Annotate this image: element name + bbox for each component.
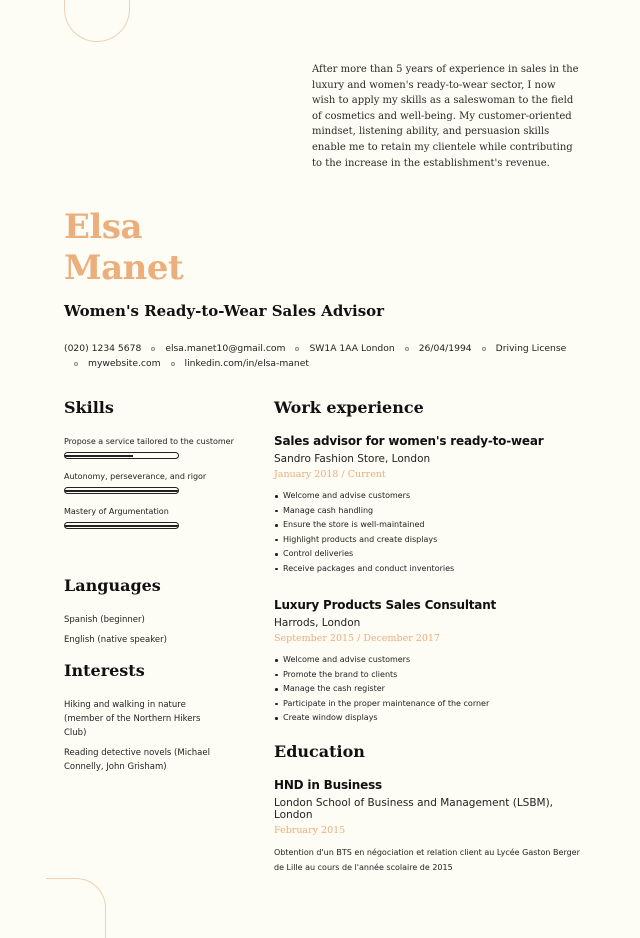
job-tasks (274, 489, 584, 577)
job-dates: September 2015 / December 2017 (274, 633, 440, 644)
job-entry (274, 434, 584, 577)
separator-dot (405, 347, 409, 351)
contact-phone: (020) 1234 5678 (64, 343, 142, 354)
task-item: Manage the cash register (274, 682, 584, 697)
skill-item (64, 434, 234, 459)
separator-dot (482, 347, 486, 351)
skills-list (64, 434, 234, 539)
task-item: Control deliveries (274, 547, 584, 562)
job-tasks (274, 653, 584, 726)
education-school: London School of Business and Management (LSBM), London (274, 797, 554, 821)
separator-dot (74, 362, 78, 366)
education-dates: February 2015 (274, 825, 346, 836)
languages-list (64, 613, 234, 647)
task-item: Welcome and advise customers (274, 489, 584, 504)
skill-label: Mastery of Argumentation (64, 507, 169, 516)
interests-list (64, 698, 224, 774)
task-item: Welcome and advise customers (274, 653, 584, 668)
skill-level-fill (65, 490, 178, 492)
job-dates: January 2018 / Current (274, 469, 386, 480)
task-item: Participate in the proper maintenance of the corner (274, 697, 584, 712)
decorative-arch-bottom (46, 878, 106, 938)
interest-item: Reading detective novels (Michael Connelly, John Grisham) (64, 748, 210, 772)
contact-birthdate: 26/04/1994 (418, 343, 472, 354)
skills-heading: Skills (64, 398, 114, 417)
skill-level-bar (64, 487, 179, 494)
contact-row-2 (64, 356, 584, 371)
task-item: Promote the brand to clients (274, 668, 584, 683)
skill-level-fill (65, 525, 178, 527)
contact-license: Driving License (495, 343, 567, 354)
job-position: Luxury Products Sales Consultant (274, 598, 497, 612)
separator-dot (151, 347, 155, 351)
job-position: Sales advisor for women's ready-to-wear (274, 434, 544, 448)
first-name: Elsa (64, 207, 143, 247)
job-company: Sandro Fashion Store, London (274, 453, 431, 465)
education-description: Obtention d'un BTS en négociation et relation client au Lycée Gaston Berger de Lille au cours de l'année scolaire de 2015 (274, 848, 580, 872)
skill-level-bar (64, 452, 179, 459)
contact-row-1 (64, 341, 584, 356)
languages-heading: Languages (64, 576, 161, 595)
separator-dot (295, 347, 299, 351)
language-item: Spanish (beginner) (64, 615, 145, 625)
education-heading: Education (274, 742, 365, 761)
separator-dot (171, 362, 175, 366)
task-item: Receive packages and conduct inventories (274, 562, 584, 577)
job-company: Harrods, London (274, 617, 361, 629)
skill-level-fill (65, 455, 133, 457)
job-title: Women's Ready-to-Wear Sales Advisor (64, 302, 385, 320)
task-item: Highlight products and create displays (274, 533, 584, 548)
job-entry (274, 598, 584, 726)
task-item: Create window displays (274, 711, 584, 726)
contact-linkedin[interactable]: linkedin.com/in/elsa-manet (184, 358, 310, 369)
last-name: Manet (64, 248, 184, 288)
task-item: Manage cash handling (274, 504, 584, 519)
language-item: English (native speaker) (64, 635, 167, 645)
decorative-arch-top (64, 0, 130, 42)
interests-heading: Interests (64, 661, 145, 680)
contact-website[interactable]: mywebsite.com (88, 358, 161, 369)
skill-label: Propose a service tailored to the customer (64, 437, 234, 446)
contact-info (64, 341, 584, 371)
education-degree: HND in Business (274, 778, 382, 792)
skill-item (64, 469, 234, 494)
contact-email[interactable]: elsa.manet10@gmail.com (165, 343, 286, 354)
candidate-name (64, 207, 183, 289)
task-item: Ensure the store is well-maintained (274, 518, 584, 533)
work-experience-heading: Work experience (274, 398, 424, 417)
contact-address: SW1A 1AA London (309, 343, 395, 354)
profile-summary: After more than 5 years of experience in sales in the luxury and women's ready-to-wear sector, I now wish to apply my skills as a saleswoman to the field of cosmetics and well-being. My customer-oriented mindset, listening ability, and persuasion skills enable me to retain my clientele while contributing to the increase in the establishment's revenue. (312, 64, 579, 169)
interest-item: Hiking and walking in nature (member of the Northern Hikers Club) (64, 700, 201, 738)
skill-label: Autonomy, perseverance, and rigor (64, 472, 207, 481)
skill-item (64, 504, 234, 529)
education-entry (274, 778, 584, 875)
skill-level-bar (64, 522, 179, 529)
